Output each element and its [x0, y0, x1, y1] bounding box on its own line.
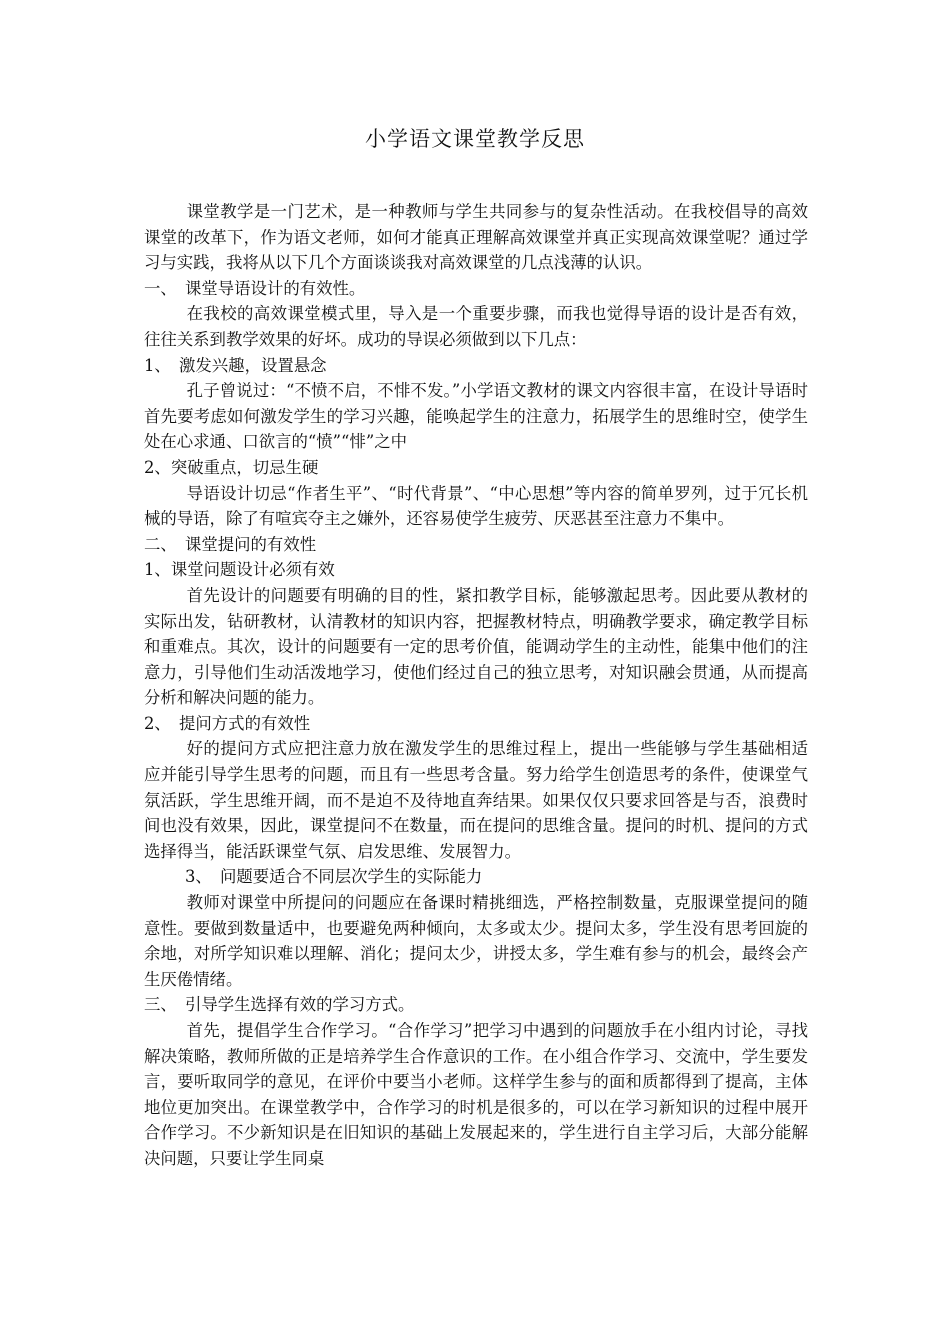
paragraph: 课堂教学是一门艺术，是一种教师与学生共同参与的复杂性活动。在我校倡导的高效课堂的改革下，作为语文老师，如何才能真正理解高效课堂并真正实现高效课堂呢？通过学习与实践，我将从以下几个方面谈谈我对高效课堂的几点浅薄的认识。 [144, 202, 808, 273]
paragraph: 好的提问方式应把注意力放在激发学生的思维过程上，提出一些能够与学生基础相适应并能引导学生思考的问题，而且有一些思考含量。努力给学生创造思考的条件，使课堂气氛活跃，学生思维开阔，而不是迫不及待地直奔结果。如果仅仅只要求回答是与否，浪费时间也没有效果，因此，课堂提问不在数量，而在提问的思维含量。提问的时机、提问的方式选择得当，能活跃课堂气氛、启发思维、发展智力。 [144, 739, 808, 861]
paragraph: 在我校的高效课堂模式里，导入是一个重要步骤，而我也觉得导语的设计是否有效，往往关系到教学效果的好坏。成功的导误必须做到以下几点： [144, 304, 808, 349]
section-heading: 二、 课堂提问的有效性 [144, 534, 317, 554]
section-heading: 一、 课堂导语设计的有效性。 [144, 278, 366, 298]
paragraph: 导语设计切忌“作者生平”、“时代背景”、“中心思想”等内容的简单罗列，过于冗长机械的导语，除了有喧宾夺主之嫌外，还容易使学生疲劳、厌恶甚至注意力不集中。 [144, 483, 808, 529]
subsection-heading: 1、课堂问题设计必须有效 [144, 560, 335, 580]
subsection-heading: 2、突破重点，切忌生硬 [144, 457, 319, 477]
paragraph: 首先，提倡学生合作学习。“合作学习”把学习中遇到的问题放手在小组内讨论，寻找解决策略，教师所做的正是培养学生合作意识的工作。在小组合作学习、交流中，学生要发言，要听取同学的意见，在评价中要当小老师。这样学生参与的面和质都得到了提高，主体地位更加突出。在课堂教学中，合作学习的时机是很多的，可以在学习新知识的过程中展开合作学习。不少新知识是在旧知识的基础上发展起来的，学生进行自主学习后，大部分能解决问题，只要让学生同桌 [144, 1021, 808, 1168]
subsection-heading: 3、 问题要适合不同层次学生的实际能力 [185, 867, 483, 887]
subsection-heading: 2、 提问方式的有效性 [144, 713, 311, 733]
document-body [144, 199, 808, 1172]
document-title: 小学语文课堂教学反思 [365, 127, 585, 151]
paragraph: 教师对课堂中所提问的问题应在备课时精挑细选，严格控制数量，克服课堂提问的随意性。要做到数量适中，也要避免两种倾向，太多或太少。提问太多，学生没有思考回旋的余地，对所学知识难以理解、消化；提问太少，讲授太多，学生难有参与的机会，最终会产生厌倦情绪。 [144, 893, 808, 989]
section-heading: 三、 引导学生选择有效的学习方式。 [144, 995, 415, 1015]
paragraph: 孔子曾说过：“不愤不启，不悱不发。”小学语文教材的课文内容很丰富，在设计导语时首先要考虑如何激发学生的学习兴趣，能唤起学生的注意力，拓展学生的思维时空，使学生处在心求通、口欲言的“愤”“悱”之中 [144, 381, 808, 452]
subsection-heading: 1、 激发兴趣，设置悬念 [144, 355, 327, 375]
paragraph: 首先设计的问题要有明确的目的性，紧扣教学目标，能够激起思考。因此要从教材的实际出发，钻研教材，认清教材的知识内容，把握教材特点，明确教学要求，确定教学目标和重难点。其次，设计的问题要有一定的思考价值，能调动学生的主动性，能集中他们的注意力，引导他们生动活泼地学习，使他们经过自己的独立思考，对知识融会贯通，从而提高分析和解决问题的能力。 [144, 585, 808, 708]
